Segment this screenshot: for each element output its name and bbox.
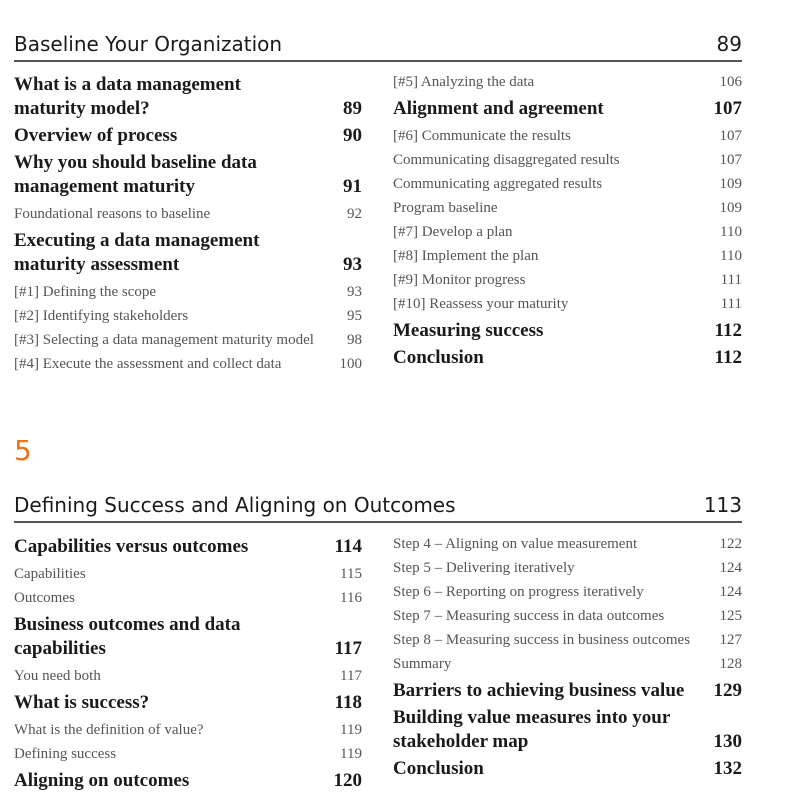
toc-entry-page: 93 [347,284,362,300]
toc-entry-title: [#3] Selecting a data management maturity model [14,332,314,348]
toc-entry[interactable] [14,742,362,766]
toc-entry-title: Program baseline [393,200,498,216]
toc-entry-title: Communicating aggregated results [393,176,603,192]
toc-entry-page: 98 [347,332,362,348]
chapter-5-left-column [14,532,362,796]
toc-entry-page: 111 [720,296,742,312]
toc-entry-title: [#9] Monitor progress [393,272,526,288]
toc-entry-page: 107 [719,128,742,144]
toc-entry-title: [#7] Develop a plan [393,224,513,240]
toc-entry[interactable] [14,535,362,559]
toc-entry[interactable] [393,346,742,370]
toc-entry-page: 132 [713,758,742,779]
toc-entry[interactable] [393,70,742,94]
toc-entry[interactable] [393,244,742,268]
toc-entry-title: [#6] Communicate the results [393,128,571,144]
toc-entry-title: Foundational reasons to baseline [14,206,211,222]
toc-entry-title: [#10] Reassess your maturity [393,296,569,312]
toc-entry-title: Step 6 – Reporting on progress iteratively [393,584,644,600]
toc-entry-title: [#1] Defining the scope [14,284,157,300]
toc-entry[interactable] [14,124,362,148]
toc-entry[interactable] [393,124,742,148]
toc-entry-title: What is a data management maturity model? [14,74,241,119]
toc-entry-page: 95 [347,308,362,324]
toc-entry-title: Measuring success [393,320,544,341]
toc-entry[interactable] [393,556,742,580]
toc-entry-page: 116 [340,590,362,606]
toc-entry-page: 100 [339,356,362,372]
toc-entry-page: 107 [719,152,742,168]
toc-entry[interactable] [14,664,362,688]
toc-entry-title: Overview of process [14,125,178,146]
toc-entry-page: 112 [714,347,742,368]
toc-entry-page: 106 [719,74,742,90]
toc-entry[interactable] [14,562,362,586]
toc-entry[interactable] [14,718,362,742]
toc-entry-title: Step 7 – Measuring success in data outcomes [393,608,665,624]
toc-entry[interactable] [393,97,742,121]
toc-entry-page: 129 [713,680,742,701]
toc-entry-title: Conclusion [393,758,484,779]
toc-entry-title: Communicating disaggregated results [393,152,620,168]
toc-entry-page: 128 [719,656,742,672]
toc-entry[interactable] [393,679,742,703]
toc-entry-title: Capabilities [14,566,86,582]
toc-entry[interactable] [393,268,742,292]
toc-entry[interactable] [14,586,362,610]
chapter-5-right-column [393,532,742,784]
chapter-5-number: 5 [14,434,32,467]
toc-entry-page: 110 [720,248,742,264]
toc-entry-title: Aligning on outcomes [14,770,190,791]
toc-entry[interactable] [393,652,742,676]
toc-entry-page: 111 [720,272,742,288]
chapter-4-page: 89 [716,32,742,56]
toc-entry-page: 109 [719,200,742,216]
toc-entry[interactable] [393,580,742,604]
toc-entry-title: [#5] Analyzing the data [393,74,535,90]
toc-entry[interactable] [393,604,742,628]
toc-entry-title: [#8] Implement the plan [393,248,539,264]
toc-entry-page: 127 [719,632,742,648]
toc-entry[interactable] [393,148,742,172]
toc-entry[interactable] [14,352,362,376]
toc-entry[interactable] [393,628,742,652]
toc-entry[interactable] [14,202,362,226]
toc-entry-title: Business outcomes and data capabilities [14,614,241,659]
toc-entry-title: Executing a data management maturity assessment [14,230,260,275]
toc-entry[interactable] [393,757,742,781]
toc-entry-page: 117 [334,638,362,659]
chapter-5-title: Defining Success and Aligning on Outcomes [14,493,456,517]
toc-entry-title: Capabilities versus outcomes [14,536,249,557]
toc-entry[interactable] [14,328,362,352]
toc-entry-title: [#2] Identifying stakeholders [14,308,189,324]
toc-entry[interactable] [393,196,742,220]
toc-entry-page: 112 [714,320,742,341]
chapter-4-header [14,32,742,62]
toc-entry[interactable] [393,319,742,343]
toc-entry-page: 117 [340,668,362,684]
toc-entry-page: 122 [719,536,742,552]
chapter-4-title: Baseline Your Organization [14,32,283,56]
toc-entry[interactable] [393,172,742,196]
toc-entry-title: Alignment and agreement [393,98,604,119]
toc-entry-page: 93 [343,254,362,275]
chapter-4-right-column [393,70,742,373]
toc-entry[interactable] [14,73,362,121]
toc-entry[interactable] [393,532,742,556]
toc-entry-title: You need both [14,668,101,684]
toc-entry-page: 130 [713,731,742,752]
toc-entry-title: Outcomes [14,590,75,606]
toc-entry-page: 125 [719,608,742,624]
toc-entry[interactable] [14,151,362,199]
toc-entry-title: Step 8 – Measuring success in business outcomes [393,632,691,648]
toc-entry-page: 107 [713,98,742,119]
toc-entry-page: 109 [719,176,742,192]
toc-entry[interactable] [393,706,742,754]
toc-entry-title: Why you should baseline data management maturity [14,152,257,197]
toc-entry[interactable] [14,280,362,304]
toc-entry-title: Step 5 – Delivering iteratively [393,560,575,576]
chapter-4-left-column [14,70,362,376]
toc-entry-title: Conclusion [393,347,484,368]
toc-entry-page: 118 [334,692,362,713]
toc-entry-title: Barriers to achieving business value [393,680,685,701]
toc-entry-page: 124 [719,560,742,576]
toc-entry-title: Building value measures into your stakeholder map [393,707,670,752]
toc-entry-page: 119 [340,746,362,762]
toc-entry-page: 89 [343,98,362,119]
toc-entry-page: 124 [719,584,742,600]
toc-entry[interactable] [393,292,742,316]
toc-entry[interactable] [393,220,742,244]
toc-entry-page: 92 [347,206,362,222]
toc-entry[interactable] [14,769,362,793]
toc-entry-page: 90 [343,125,362,146]
toc-entry-page: 110 [720,224,742,240]
toc-entry-title: Summary [393,656,452,672]
toc-entry-page: 91 [343,176,362,197]
toc-entry-title: [#4] Execute the assessment and collect data [14,356,282,372]
toc-entry[interactable] [14,613,362,661]
toc-entry-page: 120 [333,770,362,791]
toc-entry-page: 119 [340,722,362,738]
toc-entry-page: 114 [334,536,362,557]
toc-entry-title: Defining success [14,746,117,762]
chapter-5-header [14,493,742,523]
toc-entry-title: What is the definition of value? [14,722,204,738]
toc-entry[interactable] [14,304,362,328]
chapter-5-page: 113 [703,493,742,517]
toc-entry-page: 115 [340,566,362,582]
toc-entry-title: What is success? [14,692,150,713]
toc-entry[interactable] [14,691,362,715]
toc-entry[interactable] [14,229,362,277]
toc-entry-title: Step 4 – Aligning on value measurement [393,536,638,552]
